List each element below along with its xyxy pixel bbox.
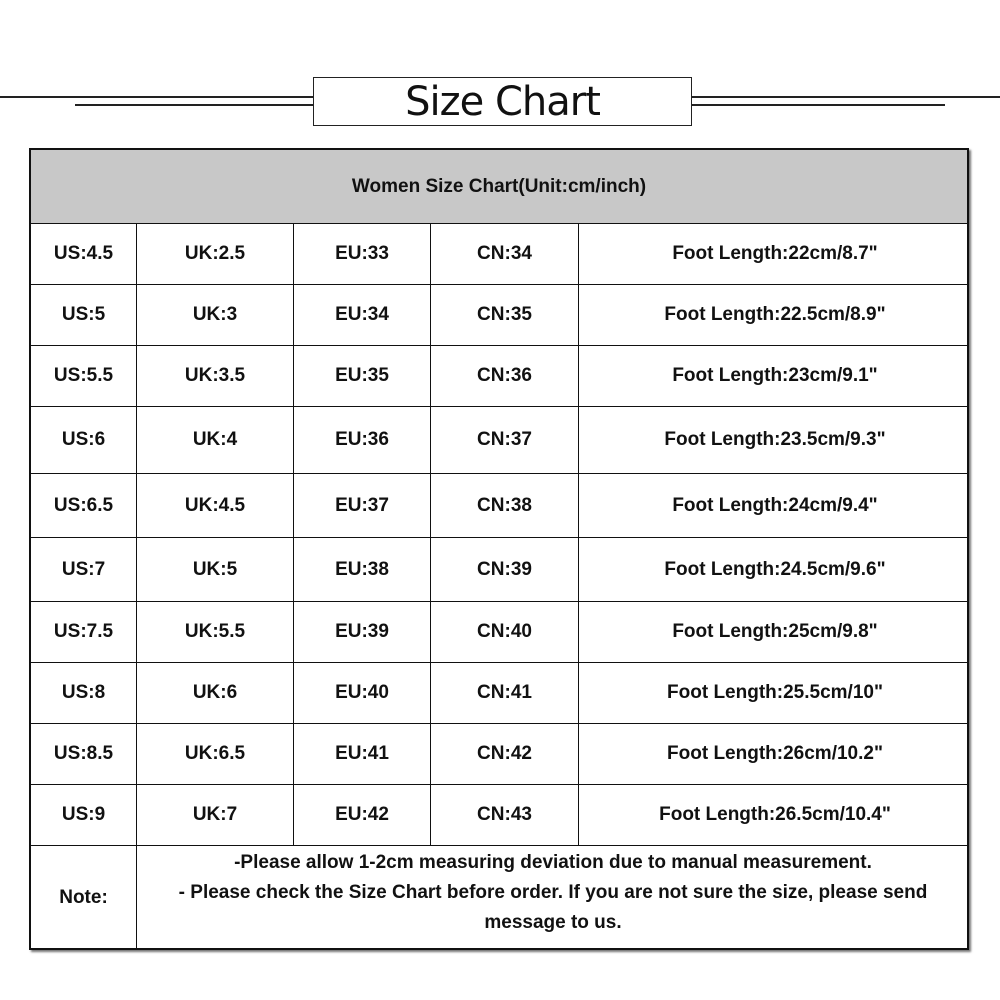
uk-size-cell: UK:5.5 <box>137 602 294 662</box>
uk-size-cell: UK:6.5 <box>137 724 294 784</box>
eu-size-cell: EU:38 <box>294 538 431 601</box>
uk-size-cell: UK:7 <box>137 785 294 845</box>
table-row <box>31 285 967 346</box>
cn-size-cell: CN:38 <box>431 474 579 537</box>
table-row <box>31 663 967 724</box>
cn-size-cell: CN:35 <box>431 285 579 345</box>
eu-size-cell: EU:33 <box>294 224 431 284</box>
uk-size-cell: UK:4 <box>137 407 294 473</box>
note-row <box>31 846 967 950</box>
eu-size-cell: EU:41 <box>294 724 431 784</box>
uk-size-cell: UK:6 <box>137 663 294 723</box>
decor-line <box>692 104 945 106</box>
uk-size-cell: UK:2.5 <box>137 224 294 284</box>
note-label: Note: <box>31 846 137 950</box>
us-size-cell: US:7 <box>31 538 137 601</box>
us-size-cell: US:8.5 <box>31 724 137 784</box>
foot-length-cell: Foot Length:26.5cm/10.4" <box>659 804 891 825</box>
foot-length-cell: Foot Length:26cm/10.2" <box>667 743 883 764</box>
foot-length-cell: Foot Length:25cm/9.8" <box>672 621 878 642</box>
eu-size-cell: EU:34 <box>294 285 431 345</box>
cn-size-cell: CN:34 <box>431 224 579 284</box>
table-row <box>31 474 967 538</box>
table-row <box>31 346 967 407</box>
table-row <box>31 407 967 474</box>
eu-size-cell: EU:37 <box>294 474 431 537</box>
us-size-cell: US:6 <box>31 407 137 473</box>
foot-length-cell: Foot Length:24.5cm/9.6" <box>664 558 886 580</box>
foot-length-cell: Foot Length:22.5cm/8.9" <box>664 304 886 325</box>
cn-size-cell: CN:41 <box>431 663 579 723</box>
uk-size-cell: UK:3 <box>137 285 294 345</box>
decor-line <box>0 96 313 98</box>
table-row <box>31 224 967 285</box>
cn-size-cell: CN:39 <box>431 538 579 601</box>
page-title: Size Chart <box>313 77 692 126</box>
cn-size-cell: CN:43 <box>431 785 579 845</box>
size-chart-table <box>29 148 969 950</box>
eu-size-cell: EU:42 <box>294 785 431 845</box>
us-size-cell: US:5.5 <box>31 346 137 406</box>
foot-length-cell: Foot Length:23cm/9.1" <box>672 365 878 386</box>
us-size-cell: US:4.5 <box>31 224 137 284</box>
foot-length-cell: Foot Length:25.5cm/10" <box>667 682 883 703</box>
table-row <box>31 602 967 663</box>
foot-length-cell: Foot Length:24cm/9.4" <box>672 494 878 516</box>
table-row <box>31 785 967 846</box>
foot-length-cell: Foot Length:22cm/8.7" <box>672 243 878 264</box>
us-size-cell: US:5 <box>31 285 137 345</box>
us-size-cell: US:6.5 <box>31 474 137 537</box>
uk-size-cell: UK:5 <box>137 538 294 601</box>
table-header: Women Size Chart(Unit:cm/inch) <box>31 150 967 224</box>
eu-size-cell: EU:39 <box>294 602 431 662</box>
cn-size-cell: CN:37 <box>431 407 579 473</box>
cn-size-cell: CN:42 <box>431 724 579 784</box>
cn-size-cell: CN:40 <box>431 602 579 662</box>
uk-size-cell: UK:3.5 <box>137 346 294 406</box>
table-row <box>31 724 967 785</box>
cn-size-cell: CN:36 <box>431 346 579 406</box>
note-line: -Please allow 1-2cm measuring deviation due to manual measurement. <box>234 852 872 873</box>
us-size-cell: US:8 <box>31 663 137 723</box>
us-size-cell: US:7.5 <box>31 602 137 662</box>
eu-size-cell: EU:40 <box>294 663 431 723</box>
uk-size-cell: UK:4.5 <box>137 474 294 537</box>
eu-size-cell: EU:36 <box>294 407 431 473</box>
decor-line <box>75 104 313 106</box>
table-row <box>31 538 967 602</box>
us-size-cell: US:9 <box>31 785 137 845</box>
note-text <box>137 846 969 950</box>
foot-length-cell: Foot Length:23.5cm/9.3" <box>664 429 886 450</box>
eu-size-cell: EU:35 <box>294 346 431 406</box>
decor-line <box>692 96 1000 98</box>
note-line: - Please check the Size Chart before order. If you are not sure the size, please send message to us. <box>178 882 928 933</box>
